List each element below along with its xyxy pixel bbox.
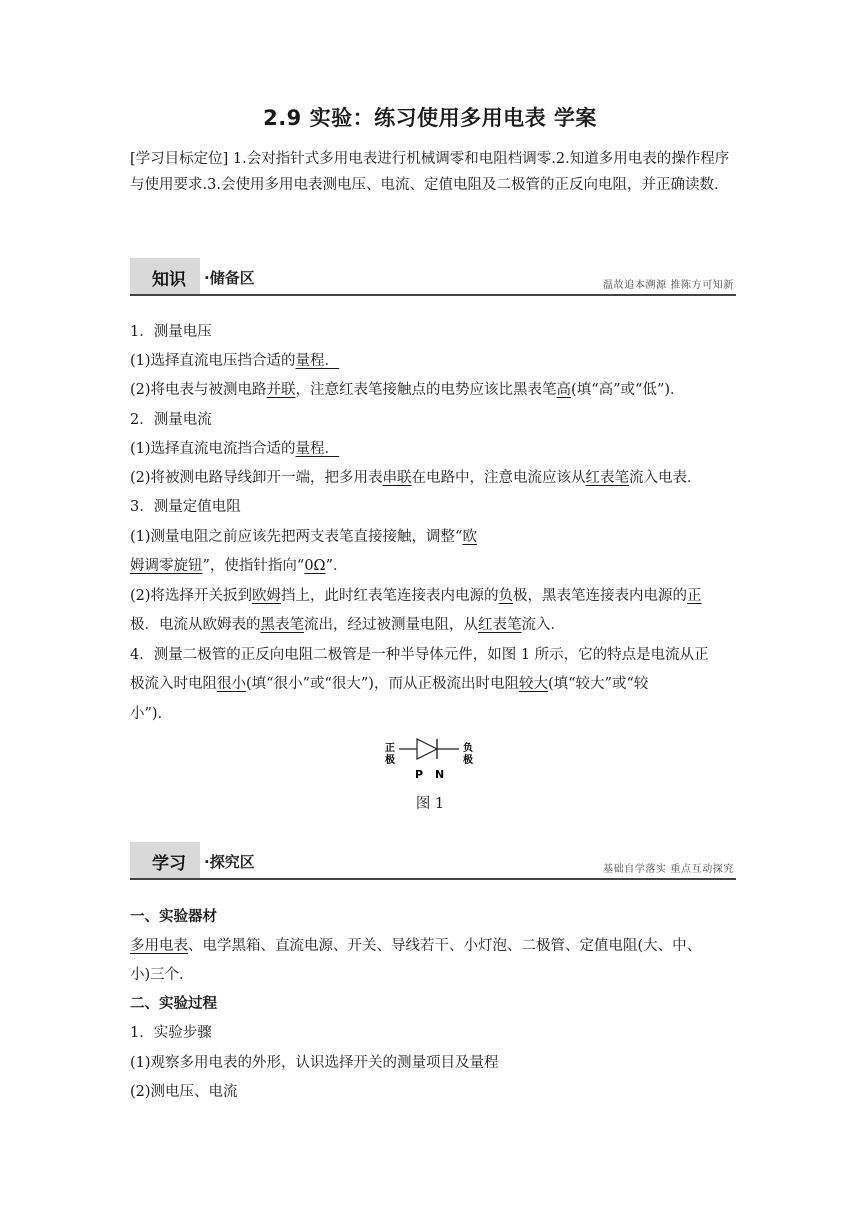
heading-measure-current: 2．测量电流 (130, 412, 212, 428)
learning-objectives: [学习目标定位] 1.会对指针式多用电表进行机械调零和电阻档调零.2.知道多用电表的操作程序与使用要求.3.会使用多用电表测电压、电流、定值电阻及二极管的正反向电阻，并正确读数. (130, 151, 730, 193)
text-span: (1)选择直流电压挡合适的 (130, 353, 296, 369)
text-line (130, 527, 477, 547)
answer-blank: 负 (498, 588, 514, 604)
text-line: 小”)． (130, 706, 173, 722)
text-span: ”，使指针指向“ (202, 558, 305, 574)
heading-measure-diode: 4．测量二极管的正反向电阻二极管是一种半导体元件，如图 1 所示，它的特点是电流从正 (130, 647, 709, 663)
text-span: (填“较大”或“较 (547, 676, 649, 692)
answer-blank: 姆调零旋钮 (130, 558, 203, 574)
text-line: 小)三个． (130, 967, 194, 983)
text-span: 极，黑表笔连接表内电源的 (513, 588, 688, 604)
section-subtitle: ·探究区 (204, 853, 255, 871)
diode-label-cathode-2: 极 (463, 755, 473, 766)
heading-steps: 1．实验步骤 (130, 1025, 212, 1041)
text-span: 极流入时电阻 (130, 676, 217, 692)
text-line (130, 936, 701, 956)
text-span: ，注意红表笔接触点的电势应该比黑表笔 (295, 382, 557, 398)
text-span: (2)将被测电路导线卸开一端，把多用表 (130, 470, 383, 486)
diode-label-n: N (435, 768, 445, 781)
text-line (130, 556, 348, 576)
section-slogan: 基础自学落实 重点互动探究 (603, 864, 734, 875)
heading-procedure: 二、实验过程 (130, 996, 217, 1012)
diode-figure (383, 736, 477, 782)
text-line (130, 674, 648, 694)
answer-blank: 正 (687, 588, 702, 604)
text-line: (2)测电压、电流 (130, 1084, 238, 1100)
section-tab-label: 知识 (152, 270, 186, 290)
text-span: (2)将电表与被测电路 (130, 382, 267, 398)
text-span: (填“很小”或“很大”)，而从正极流出时电阻 (246, 676, 519, 692)
text-line (130, 615, 565, 635)
text-line (130, 351, 339, 371)
answer-blank: 很小 (217, 676, 246, 692)
answer-blank: 红表笔 (478, 617, 522, 633)
text-line: (1)观察多用电表的外形，认识选择开关的测量项目及量程 (130, 1055, 499, 1071)
heading-measure-resistance: 3．测量定值电阻 (130, 499, 241, 515)
text-span: (2)将选择开关扳到 (130, 588, 253, 604)
text-span: 、电学黑箱、直流电源、开关、导线若干、小灯泡、二极管、定值电阻(大、中、 (188, 938, 702, 954)
text-span: 流入． (521, 617, 565, 633)
section-header-knowledge (130, 258, 736, 296)
text-line (130, 439, 339, 459)
diode-label-p: P (415, 768, 424, 781)
answer-blank: 量程． (295, 441, 340, 457)
heading-measure-voltage: 1．测量电压 (130, 324, 212, 340)
diode-label-cathode-1: 负 (463, 743, 473, 754)
text-span: 流入电表． (629, 470, 702, 486)
section-subtitle: ·储备区 (204, 269, 255, 287)
section-divider (130, 294, 736, 296)
diode-triangle (417, 739, 437, 759)
heading-equipment: 一、实验器材 (130, 909, 217, 925)
answer-blank: 较大 (518, 676, 548, 692)
section-tab (130, 258, 200, 294)
answer-blank: 0Ω (304, 558, 326, 574)
diode-label-anode-1: 正 (385, 743, 395, 754)
answer-blank: 多用电表 (130, 938, 188, 954)
text-span: 挡上，此时红表笔连接表内电源的 (281, 588, 499, 604)
answer-blank: 黑表笔 (260, 617, 304, 633)
figure-caption: 图 1 (415, 796, 445, 812)
text-span: (填“高”或“低”)． (571, 382, 685, 398)
text-span: (1)测量电阻之前应该先把两支表笔直接接触，调整“ (130, 529, 463, 545)
answer-blank: 量程． (295, 353, 340, 369)
text-line (130, 586, 702, 606)
text-span: 极．电流从欧姆表的 (130, 617, 261, 633)
section-header-study (130, 842, 736, 880)
answer-blank: 欧姆 (252, 588, 282, 604)
answer-blank: 串联 (382, 470, 412, 486)
text-span: (1)选择直流电流挡合适的 (130, 441, 296, 457)
answer-blank: 欧 (462, 529, 477, 545)
section-tab-label: 学习 (152, 854, 186, 874)
text-span: ”． (325, 558, 348, 574)
text-line (130, 468, 702, 488)
text-line (130, 380, 685, 400)
section-divider (130, 878, 736, 880)
section-tab (130, 842, 200, 878)
answer-blank: 并联 (266, 382, 296, 398)
section-slogan: 温故追本溯源 推陈方可知新 (603, 280, 734, 291)
diode-label-anode-2: 极 (385, 755, 395, 766)
text-span: 在电路中，注意电流应该从 (411, 470, 586, 486)
text-span: 流出，经过被测量电阻，从 (304, 617, 478, 633)
answer-blank: 高 (556, 382, 572, 398)
page-title: 2.9 实验：练习使用多用电表 学案 (263, 106, 597, 130)
answer-blank: 红表笔 (585, 470, 630, 486)
